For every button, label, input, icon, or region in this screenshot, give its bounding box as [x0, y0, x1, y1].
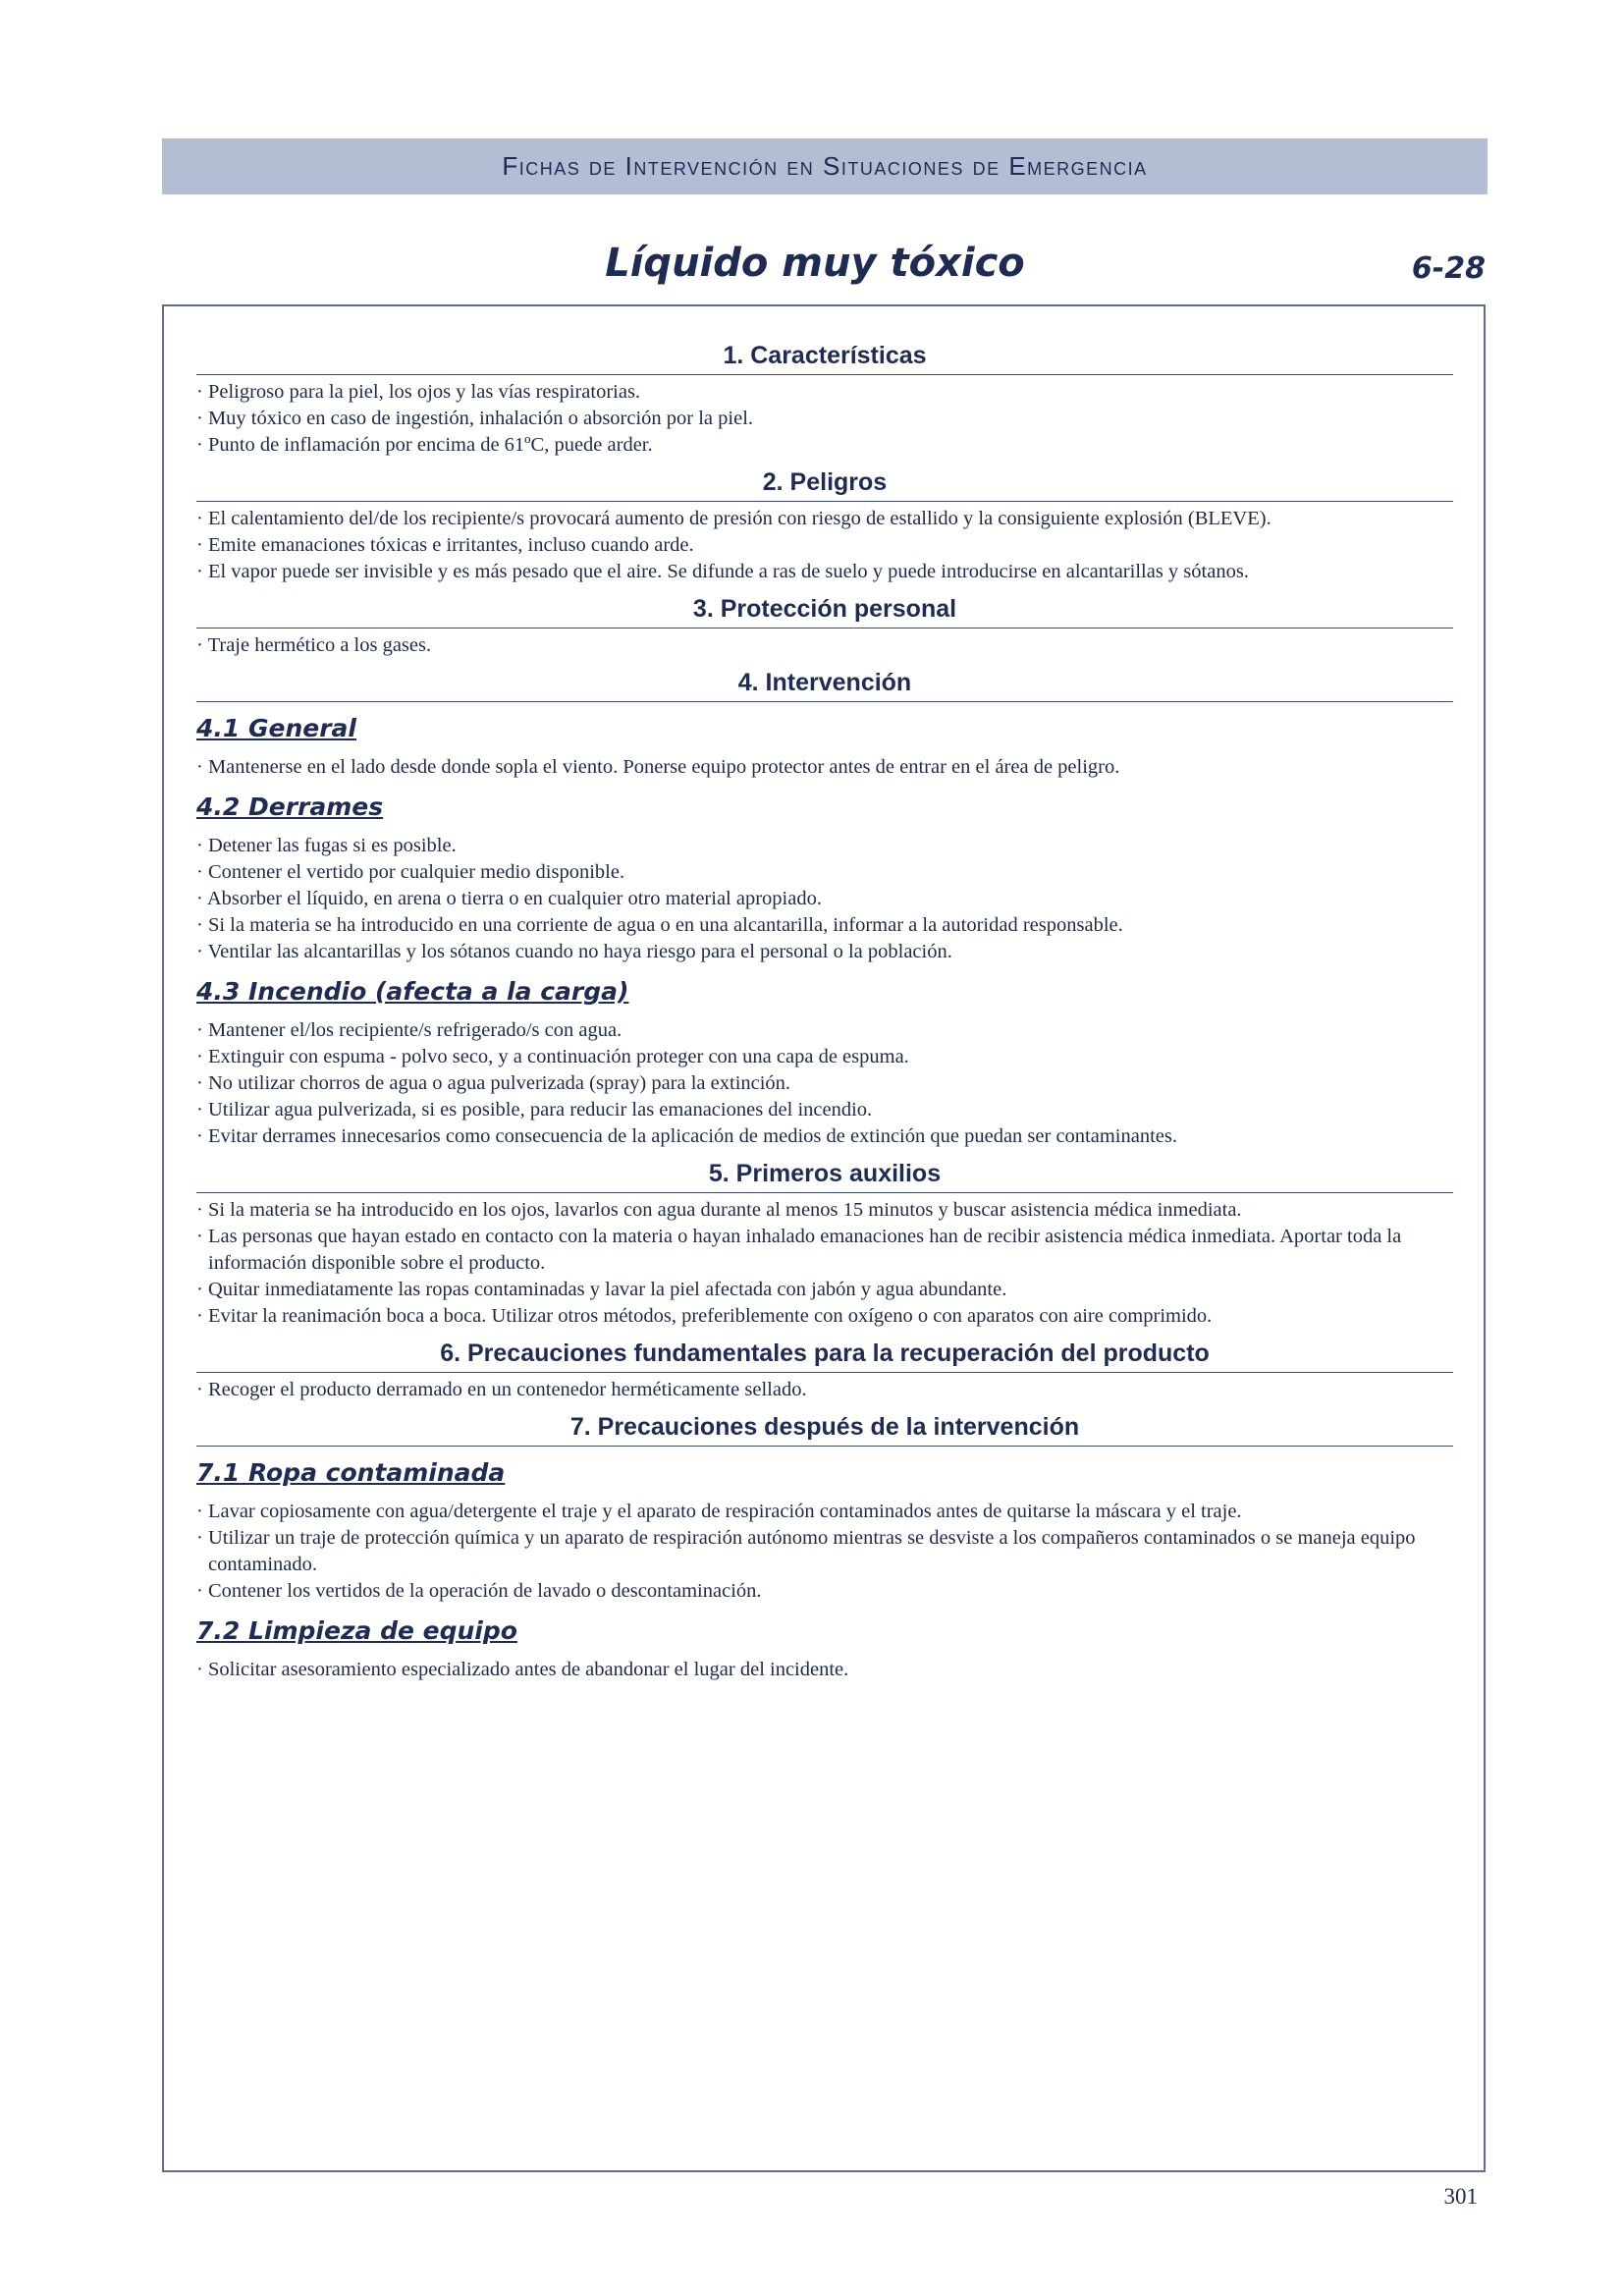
list-item: · Traje hermético a los gases. — [196, 634, 432, 656]
list-item: · Contener el vertido por cualquier medio disponible. — [196, 861, 625, 883]
sheet-title: Líquido muy tóxico — [605, 241, 1025, 286]
section-heading-primeros-auxilios: 5. Primeros auxilios — [196, 1160, 1453, 1193]
subsection-list-ropa — [196, 1499, 1453, 1605]
list-item: · Utilizar agua pulverizada, si es posible, para reducir las emanaciones del incendio. — [196, 1099, 873, 1121]
section-list-caracteristicas — [196, 379, 1453, 459]
list-item: · Peligroso para la piel, los ojos y las vías respiratorias. — [196, 381, 641, 403]
subsection-heading-ropa: 7.1 Ropa contaminada — [196, 1458, 506, 1487]
section-list-proteccion — [196, 632, 1453, 659]
section-list-recuperacion — [196, 1377, 1453, 1403]
header-banner — [162, 138, 1488, 194]
subsection-list-limpieza — [196, 1657, 1453, 1683]
sheet-content — [196, 334, 1453, 1683]
section-list-primeros-auxilios — [196, 1197, 1453, 1330]
section-list-peligros — [196, 506, 1453, 585]
subsection-heading-limpieza: 7.2 Limpieza de equipo — [196, 1616, 517, 1645]
list-item: · Emite emanaciones tóxicas e irritantes, incluso cuando arde. — [196, 534, 694, 556]
subsection-heading-incendio: 4.3 Incendio (afecta a la carga) — [196, 977, 629, 1006]
section-heading-caracteristicas: 1. Características — [196, 342, 1453, 375]
section-heading-peligros: 2. Peligros — [196, 468, 1453, 502]
list-item: · Evitar derrames innecesarios como consecuencia de la aplicación de medios de extinción que puedan ser contaminantes. — [196, 1125, 1177, 1147]
subsection-heading-derrames: 4.2 Derrames — [196, 793, 384, 821]
list-item: · Ventilar las alcantarillas y los sótanos cuando no haya riesgo para el personal o la población. — [196, 941, 952, 962]
subsection-list-general — [196, 754, 1453, 781]
section-heading-despues: 7. Precauciones después de la intervención — [196, 1413, 1453, 1447]
list-item: · Si la materia se ha introducido en los ojos, lavarlos con agua durante al menos 15 minutos y buscar asistencia médica inmediata. — [196, 1199, 1242, 1221]
list-item: · Si la materia se ha introducido en una corriente de agua o en una alcantarilla, informar a la autoridad responsable. — [196, 914, 1123, 936]
section-heading-proteccion: 3. Protección personal — [196, 595, 1453, 629]
list-item: · Utilizar un traje de protección química y un aparato de respiración autónomo mientras se desviste a los compañeros contaminados o se maneja equipo contaminado. — [196, 1527, 1416, 1575]
list-item: · Contener los vertidos de la operación de lavado o descontaminación. — [196, 1580, 762, 1602]
subsection-heading-general: 4.1 General — [196, 714, 356, 742]
list-item: · Lavar copiosamente con agua/detergente el traje y el aparato de respiración contaminados antes de quitarse la máscara y el traje. — [196, 1501, 1242, 1522]
list-item: · Extinguir con espuma - polvo seco, y a continuación proteger con una capa de espuma. — [196, 1046, 909, 1067]
page-number: 301 — [1443, 2184, 1478, 2209]
list-item: · Las personas que hayan estado en contacto con la materia o hayan inhalado emanaciones han de recibir asistencia médica inmediata. Aportar toda la información disponible sobre el producto. — [196, 1226, 1402, 1274]
subsection-list-incendio — [196, 1017, 1453, 1150]
list-item: · Muy tóxico en caso de ingestión, inhalación o absorción por la piel. — [196, 408, 754, 429]
list-item: · El vapor puede ser invisible y es más pesado que el aire. Se difunde a ras de suelo y puede introducirse en alcantarillas y sótanos. — [196, 561, 1249, 582]
sheet-code: 6-28 — [1411, 251, 1486, 286]
list-item: · Punto de inflamación por encima de 61ºC, puede arder. — [196, 434, 653, 456]
section-heading-recuperacion: 6. Precauciones fundamentales para la recuperación del producto — [196, 1339, 1453, 1373]
list-item: · Detener las fugas si es posible. — [196, 835, 457, 856]
list-item: · Mantener el/los recipiente/s refrigerado/s con agua. — [196, 1019, 622, 1041]
list-item: · Solicitar asesoramiento especializado antes de abandonar el lugar del incidente. — [196, 1659, 849, 1680]
subsection-list-derrames — [196, 833, 1453, 965]
section-heading-intervencion: 4. Intervención — [196, 669, 1453, 702]
list-item: · Quitar inmediatamente las ropas contaminadas y lavar la piel afectada con jabón y agua abundante. — [196, 1279, 1007, 1300]
list-item: · El calentamiento del/de los recipiente/s provocará aumento de presión con riesgo de estallido y la consiguiente explosión (BLEVE). — [196, 508, 1271, 529]
list-item: · No utilizar chorros de agua o agua pulverizada (spray) para la extinción. — [196, 1072, 791, 1094]
list-item: · Mantenerse en el lado desde donde sopla el viento. Ponerse equipo protector antes de entrar en el área de peligro. — [196, 756, 1120, 778]
list-item: · Absorber el líquido, en arena o tierra o en cualquier otro material apropiado. — [196, 888, 822, 909]
banner-title: Fichas de Intervención en Situaciones de Emergencia — [502, 151, 1148, 181]
list-item: · Recoger el producto derramado en un contenedor herméticamente sellado. — [196, 1379, 807, 1400]
list-item: · Evitar la reanimación boca a boca. Utilizar otros métodos, preferiblemente con oxígeno o con aparatos con aire comprimido. — [196, 1305, 1213, 1327]
